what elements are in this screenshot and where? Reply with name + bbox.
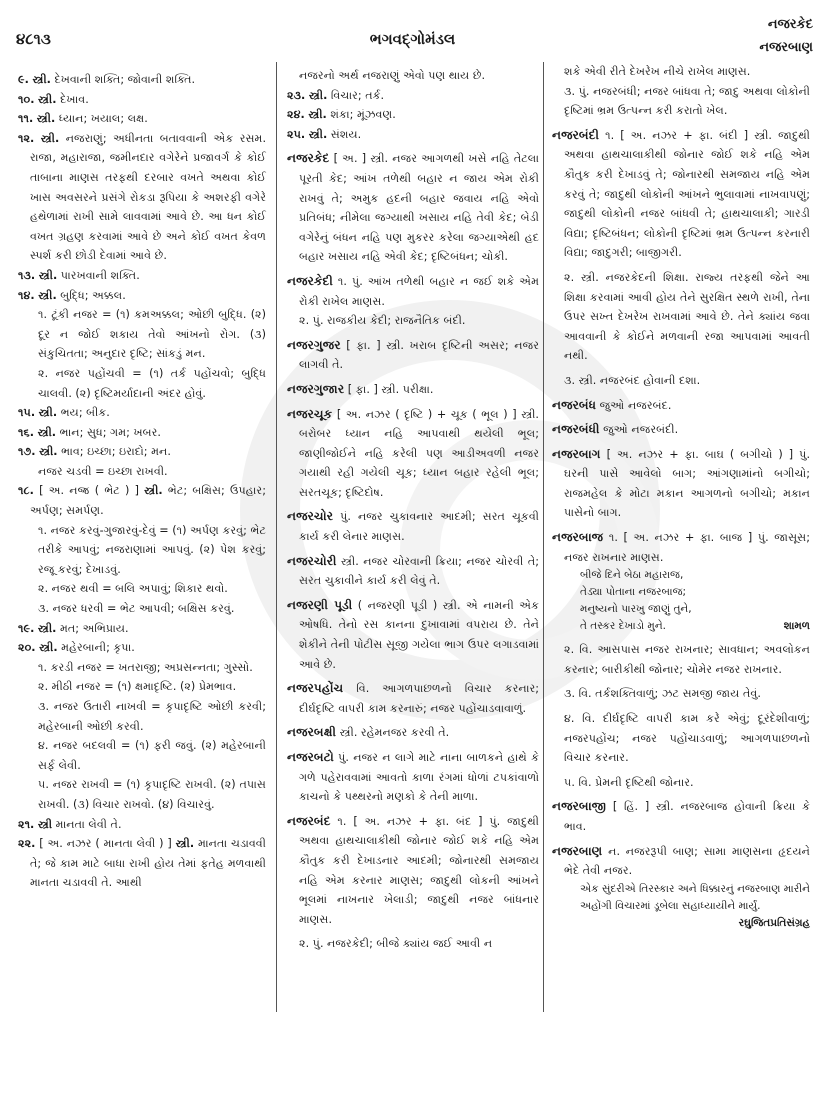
dictionary-columns: [0, 62, 825, 1092]
entry: નજરકેદી ૧. પું. આંખ તળેથી બહાર ન જઈ શકે એમ રોકી રાખેલ માણસ.: [287, 273, 540, 308]
headword: નજરગુજાર: [287, 381, 345, 396]
entry: નજરબાગ [ અ. નઝર + ફા. બાઘ ( બગીચો ) ] પું. ઘરની પાસે આવેલો બાગ; આંગણામાંનો બગીચો; રાજમહેલ કે મોટા મકાન આગળનો બગીચો; મકાન પાસેનો બાગ.: [552, 446, 811, 520]
idiom: ૨. મીઠી નજર = (૧) ક્ષમાદૃષ્ટિ. (૨) પ્રેમભાવ.: [38, 680, 237, 694]
headword: નજરબાજી: [552, 799, 607, 814]
sense: ૨૧. સ્ત્રી માનતા લેવી તે.: [18, 817, 122, 831]
sense: ૨૦. સ્ત્રી. મહેરબાની; કૃપા.: [18, 641, 135, 655]
idiom: ૩. નજર ઉતારી નાખવી = કૃપાદૃષ્ટિ ઓછી કરવી; મહેરબાની ઓછી કરવી.: [38, 700, 266, 733]
sense: ૧૯. સ્ત્રી. મત; અભિપ્રાય.: [18, 621, 129, 635]
entry: નજરબટો પું. નજર ન લાગે માટે નાના બાળકને હાથે કે ગળે પહેરાવવામાં આવતો કાળા રંગમાં ધોળાં ટપકાંવાળો કાચનો કે પથ્થરનો મણકો કે તેની માળા.: [287, 750, 539, 804]
headword: નજરબંધી: [552, 422, 600, 437]
sense: ૧૪. સ્ત્રી. બુદ્ધિ; અક્કલ.: [18, 288, 126, 302]
sense: ૧૦. સ્ત્રી. દેખાવ.: [18, 92, 89, 106]
idiom: ૪. નજર બદલવી = (૧) ફરી જવું. (૨) મહેરબાની સર્ફ લેવી.: [38, 739, 266, 772]
quote-attribution: શામળ: [783, 620, 810, 633]
idiom: ૨. નજર પહોંચવી = (૧) તર્ક પહોંચવો; બુદ્ધિ ચાલવી. (૨) દૃષ્ટિમર્યાદાની અંદર હોવું.: [38, 366, 266, 400]
entry: નજરણી પૂડી ( નજરણી પૂડી ) સ્ત્રી. એ નામની એક ઓષધિ. તેનો રસ કાનના દુખાવામાં વપરાય છે. તેને શેકીને તેની પોટીસ સૂજી ગયેલા ભાગ ઉપર લગાડવામાં આવે છે.: [287, 597, 540, 671]
headword: નજરબાજ: [552, 530, 604, 545]
entry: નજરચોરી સ્ત્રી. નજર ચોરવાની ક્રિયા; નજર ચોરવી તે; સરત ચુકાવીને કાર્ય કરી લેવું તે.: [287, 553, 540, 588]
idiom: ૫. નજર રાખવી = (૧) કૃપાદૃષ્ટિ રાખવી. (૨) તપાસ રાખવી. (૩) વિચાર રાખવો. (૪) વિચારવું.: [38, 778, 266, 811]
idiom: ૨. નજર થવી = બલિ અપાવું; શિકાર થવો.: [38, 582, 228, 596]
sense: ૨૫. સ્ત્રી. સંશય.: [287, 127, 362, 141]
entry: નજરબંધ જુઓ નજરબંદ.: [552, 397, 672, 412]
headword: નજરચૂક: [287, 406, 333, 421]
headword: નજરપહોંચ: [287, 681, 344, 696]
sense: ૪. વિ. દીર્ઘદૃષ્ટિ વાપરી કામ કરે એવું; દૂરંદેશીવાળું; નજરપહોંચ; નજર પહોંચાડવાળું; આગળપાછળનો વિચાર કરનાર.: [564, 712, 810, 765]
sense: ૨૩. સ્ત્રી. વિચાર; તર્ક.: [287, 88, 385, 102]
sense: ૧૮. [ અ. નજ્ર ( ભેટ ) ] સ્ત્રી. ભેટ; બક્ષિસ; ઉપહાર; અર્પણ; સમર્પણ.: [18, 484, 266, 518]
headword: નજરગુજર: [287, 337, 341, 352]
quotation: એક સુંદરીએ તિરસ્કાર અને ધિક્કારનું નજરબાણ મારીને અહોંગી વિચારમાં ડૂબેલા સહાધ્યાયીને માર્યું. રઘુજિતપ્રતિસંગ્રહ: [552, 881, 810, 932]
headword: નજરણી પૂડી: [287, 597, 353, 612]
sense: ૨૨. [ અ. નઝર ( માનતા લેવી ) ] સ્ત્રી. માનતા ચડાવવી તે; જે કામ માટે બાધા રાખી હોય તેમાં ફતેહ મળવાથી માનતા ચડાવવી તે. આથી: [18, 837, 266, 890]
column-3: [552, 62, 810, 932]
page-header: [0, 0, 825, 58]
entry: નજરપહોંચ વિ. આગળપાછળનો વિચાર કરનાર; દીર્ઘદૃષ્ટિ વાપરી કામ કરનારું; નજર પહોંચાડવાવાળું.: [287, 681, 539, 715]
column-1: [18, 70, 266, 893]
headword: નજરબંદ: [287, 813, 331, 828]
idiom: ૧. ટૂંકી નજર = (૧) કમઅક્કલ; ઓછી બુદ્ધિ. (૨) દૂર ન જોઈ શકાય તેવો આંખનો રોગ. (૩) સંકુચિતતા; અનુદાર દૃષ્ટિ; સાંકડું મન.: [38, 308, 266, 361]
continuation-text: શકે એવી રીતે દેખરેખ નીચે રાખેલ માણસ.: [564, 65, 751, 78]
entry: નજરકેદ [ અ. ] સ્ત્રી. નજર આગળથી ખસે નહિ તેટલા પૂરતી કેદ; આંખ તળેથી બહાર ન જાય એમ રોકી રાખવું તે; અમુક હદની બહાર જવાય નહિ એવો પ્રતિબંધ; નીમેલા જગ્યાથી ખસાય નહિ તેવી કેદ; બેડી વગેરેનું બંધન નહિ પણ મુકરર કરેલા જગ્યાએથી હદ બહાર ખસાય નહિ એવી કેદ; દૃષ્ટિબંધન; ચોકી.: [287, 151, 540, 264]
headword: નજરબંધ: [552, 397, 597, 412]
sense: ૨. પું. નજરકેદી; બીજે ક્યાંય જઈ આવી ન: [299, 937, 493, 951]
running-title: ભગવદ્ગોમંડલ: [369, 30, 456, 48]
headword: નજરબટો: [287, 750, 334, 764]
sense: ૯. સ્ત્રી. દેખવાની શક્તિ; જોવાની શક્તિ.: [18, 73, 196, 86]
entry: નજરબંદ ૧. [ અ. નઝર + ફા. બંદ ] પું. જાદુથી અથવા હાથચાલાકીથી જોનાર જોઈ શકે નહિ એમ કૌતુક કરી દેખાડનાર આદમી; જોનારથી સમજાય નહિ એમ કરનાર માણસ; જાદુથી લોકની આંખને ભૂલમાં નાખનાર ખેલાડી; જાદુથી નજર બાંધનાર માણસ.: [287, 813, 540, 926]
sense: ૩. વિ. તર્કશક્તિવાળું; ઝટ સમજી જાય તેવું.: [564, 687, 761, 701]
entry: નજરબાજી [ હિં. ] સ્ત્રી. નજરબાજ હોવાની ક્રિયા કે ભાવ.: [552, 799, 810, 833]
entry: નજરબક્ષી સ્ત્રી. રહેમનજર કરવી તે.: [287, 725, 450, 740]
continuation-text: નજરનો અર્થ નજરાણું એવો પણ થાય છે.: [299, 69, 486, 82]
column-divider: [543, 62, 544, 1012]
sense: ૫. વિ. પ્રેમની દૃષ્ટિથી જોનાર.: [564, 775, 694, 789]
entry: નજરગુજર [ ફા. ] સ્ત્રી. ખરાબ દૃષ્ટિની અસર; નજર લાગવી તે.: [287, 337, 539, 372]
idiom: નજર ચડવી = ઇચ્છા રાખવી.: [38, 464, 168, 478]
headword: નજરબાગ: [552, 446, 601, 461]
sense: ૧૨. સ્ત્રી. નજરાણું; અધીનતા બતાવવાની એક રસમ. રાજા, મહારાજા, જમીનદાર વગેરેને પ્રજાવર્ગ કે કોઈ તાબાના માણસ તરફથી દરબાર વખતે અથવા કોઈ ખાસ અવસરને પ્રસંગે રોકડા રૂપિયા કે અશરફી વગેરે હથેળામાં રાખી સામે લાવવામાં આવે છે. આ ધન કોઈ વખત ગ્રહણ કરવામાં આવે છે અને કોઈ વખત કેવળ સ્પર્શ કરી છોડી દેવામાં આવે છે.: [18, 131, 267, 263]
headword: નજરબંદી: [552, 127, 599, 142]
page-number: ૪૮૧૩: [16, 30, 51, 48]
guide-word-last: નજરબાણ: [759, 40, 813, 55]
entry: નજરબાણ ન. નજરરૂપી બાણ; સામા માણસના હૃદયને ભેદે તેવી નજર.: [552, 843, 810, 878]
sense: ૧૭. સ્ત્રી. ભાવ; ઇચ્છા; ઇરાદો; મન.: [18, 445, 171, 459]
entry: નજરબંધી જુઓ નજરબંદી.: [552, 422, 679, 437]
entry: નજરચોર પું. નજર ચુકાવનાર આદમી; સરત ચૂકવી કાર્ય કરી લેનાર માણસ.: [287, 509, 539, 544]
sense: ૧૬. સ્ત્રી. ભાન; સુધ; ગમ; ખબર.: [18, 425, 161, 439]
entry: નજરબાજ ૧. [ અ. નઝર + ફા. બાજ ] પું. જાસૂસ; નજર રાખનાર માણસ.: [552, 530, 810, 564]
headword: નજરબાણ: [552, 843, 603, 858]
idiom: ૩. નજર ધરવી = ભેટ આપવી; બક્ષિસ કરવું.: [38, 602, 235, 616]
sense: ૨. સ્ત્રી. નજરકેદની શિક્ષા. રાજ્ય તરફથી જેને આ શિક્ષા કરવામાં આવી હોય તેને સુરક્ષિત સ્થળે રાખી, તેના ઉપર સખ્ત દેખરેખ રાખવામાં આવે છે. તેને ક્યાંય જવા આવવાની કે કોઈને મળવાની રજા આપવામાં આવતી નથી.: [564, 270, 810, 363]
headword: નજરકેદી: [287, 273, 333, 288]
idiom: ૧. નજર કરવું-ગુજારવું-દેવું = (૧) અર્પણ કરવું; ભેટ તરીકે આપવું; નજરાણામાં આપવું. (૨) પેશ કરવું; રજૂ કરવું; દેખાડવું.: [38, 523, 266, 576]
column-2: [287, 66, 539, 954]
entry: નજરબંદી ૧. [ અ. નઝર + ફા. બંદી ] સ્ત્રી. જાદુથી અથવા હાથચાલાકીથી જોનાર જોઈ શકે નહિ એમ કૌતુક કરી દેખાડવું તે; જોનારથી સમજાય નહિ એમ કરવું તે; જાદુથી લોકોની આંખને ભુલાવામાં નાખવાપણું; જાદુથી લોકોની નજર બાંધવી તે; હાથચાલાકી; ગારડી વિદ્યા; દૃષ્ટિબંધન; લોકોની દૃષ્ટિમાં ભ્રમ ઉત્પન્ન કરનારી વિદ્યા; જાદુગરી; બાજીગરી.: [552, 127, 810, 260]
sense: ૩. પું. નજરબંધી; નજર બાંધવા તે; જાદુ અથવા લોકોની દૃષ્ટિમાં ભ્રમ ઉત્પન્ન કરી કરાતો ખેલ.: [564, 84, 810, 118]
column-divider: [276, 62, 277, 1012]
headword: નજરકેદ: [287, 151, 330, 166]
quotation: બીજે દિને બેઠા મહારાજ, તેડ્યા પોતાના નજરબાજ; મનુષ્યનો પારખુ જાણું તુને, તે તસ્કર દેખાડો મુને. શામળ: [552, 567, 810, 635]
headword: નજરબક્ષી: [287, 725, 337, 740]
guide-word-first: નજરકેદ: [767, 17, 813, 32]
entry: નજરગુજાર [ ફા. ] સ્ત્રી. પરીક્ષા.: [287, 381, 434, 396]
sense: ૩. સ્ત્રી. નજરબંદ હોવાની દશા.: [564, 373, 701, 387]
headword: નજરચોર: [287, 509, 334, 524]
sense: ૧૩. સ્ત્રી. પારખવાની શક્તિ.: [18, 268, 140, 282]
quote-attribution: રઘુજિતપ્રતિસંગ્રહ: [738, 916, 810, 929]
idiom: ૧. કરડી નજર = ખતરાજી; અપ્રસન્નતા; ગુસ્સો.: [38, 660, 253, 674]
sense: ૧૧. સ્ત્રી. ધ્યાન; ખયાલ; લક્ષ.: [18, 112, 148, 126]
sense: ૨. પું. રાજકીય કેદી; રાજનૈતિક બંદી.: [299, 314, 466, 328]
sense: ૧૫. સ્ત્રી. ભય; બીક.: [18, 406, 110, 420]
sense: ૨. વિ. આસપાસ નજર રાખનાર; સાવધાન; અવલોકન કરનાર; બારીકીથી જોનાર; ચોમેર નજર રાખનાર.: [564, 643, 810, 676]
entry: નજરચૂક [ અ. નઝર ( દૃષ્ટિ ) + ચૂક ( ભૂલ ) ] સ્ત્રી. બરોબર ધ્યાન નહિ આપવાથી થયેલી ભૂલ; જાણીજોઈને નહિ કરેલી પણ આડીઅવળી નજર ગયાથી રહી ગયેલી ચૂક; ધ્યાન બહાર રહેલી ભૂલ; સરતચૂક; દૃષ્ટિદોષ.: [287, 406, 539, 499]
headword: નજરચોરી: [287, 553, 337, 568]
sense: ૨૪. સ્ત્રી. શંકા; મૂંઝવણ.: [287, 108, 396, 122]
